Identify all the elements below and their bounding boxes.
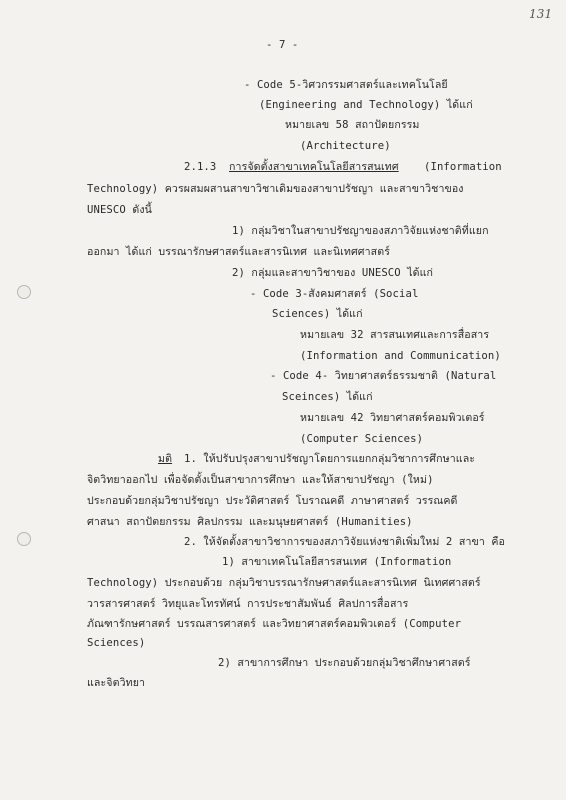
text-line: Technology) ประกอบด้วย กลุ่มวิชาบรรณารักษศาสตร์และสารนิเทศ นิเทศศาสตร์ — [87, 577, 481, 589]
text-line: (Information — [424, 161, 502, 173]
punch-hole — [17, 285, 31, 299]
page-number: - 7 - — [266, 39, 299, 51]
text-line: ภัณฑารักษศาสตร์ บรรณสารศาสตร์ และวิทยาศาสตร์คอมพิวเตอร์ (Computer — [87, 618, 462, 630]
text-line: (Architecture) — [300, 140, 391, 152]
handwritten-page-number: 131 — [529, 7, 553, 21]
text-line: 1. ให้ปรับปรุงสาขาปรัชญาโดยการแยกกลุ่มวิชาการศึกษาและ — [184, 453, 476, 465]
section-heading: การจัดตั้งสาขาเทคโนโลยีสารสนเทศ — [229, 161, 399, 173]
text-line: (Information and Communication) — [300, 350, 501, 362]
text-line: จิตวิทยาออกไป เพื่อจัดตั้งเป็นสาขาการศึกษา และให้สาขาปรัชญา (ใหม่) — [87, 474, 434, 486]
text-line: - Code 5-วิศวกรรมศาสตร์และเทคโนโลยี — [244, 79, 448, 91]
text-line: (Engineering and Technology) ได้แก่ — [259, 99, 473, 111]
text-line: - Code 4- วิทยาศาสตร์ธรรมชาติ (Natural — [270, 370, 497, 382]
text-line: ประกอบด้วยกลุ่มวิชาปรัชญา ประวัติศาสตร์ โบราณคดี ภาษาศาสตร์ วรรณคดี — [87, 495, 458, 507]
text-line: ศาสนา สถาปัตยกรรม ศิลปกรรม และมนุษยศาสตร์ (Humanities) — [87, 516, 413, 528]
text-line: ออกมา ได้แก่ บรรณารักษศาสตร์และสารนิเทศ และนิเทศศาสตร์ — [87, 246, 391, 258]
section-number: 2.1.3 — [184, 161, 217, 173]
text-line: Sciences) — [87, 637, 146, 649]
text-line: Sceinces) ได้แก่ — [282, 391, 373, 403]
text-line: 1) สาขาเทคโนโลยีสารสนเทศ (Information — [222, 556, 452, 568]
text-line: 2) กลุ่มและสาขาวิชาของ UNESCO ได้แก่ — [232, 267, 434, 279]
text-line: Sciences) ได้แก่ — [272, 308, 363, 320]
text-line: 1) กลุ่มวิชาในสาขาปรัชญาของสภาวิจัยแห่งชาติที่แยก — [232, 225, 489, 237]
text-line: หมายเลข 58 สถาปัตยกรรม — [285, 119, 420, 131]
text-line: หมายเลข 32 สารสนเทศและการสื่อสาร — [300, 329, 490, 341]
text-line: และจิตวิทยา — [87, 677, 146, 689]
resolution-label: มติ — [158, 453, 173, 465]
text-line: 2) สาขาการศึกษา ประกอบด้วยกลุ่มวิชาศึกษาศาสตร์ — [218, 657, 471, 669]
text-line: - Code 3-สังคมศาสตร์ (Social — [250, 288, 419, 300]
text-line: วารสารศาสตร์ วิทยุและโทรทัศน์ การประชาสัมพันธ์ ศิลปการสื่อสาร — [87, 598, 409, 610]
punch-hole — [17, 532, 31, 546]
text-line: หมายเลข 42 วิทยาศาสตร์คอมพิวเตอร์ — [300, 412, 485, 424]
text-line: 2. ให้จัดตั้งสาขาวิชาการของสภาวิจัยแห่งชาติเพิ่มใหม่ 2 สาขา คือ — [184, 536, 506, 548]
text-line: Technology) ควรผสมผสานสาขาวิชาเดิมของสาขาปรัชญา และสาขาวิชาของ — [87, 183, 464, 195]
text-line: (Computer Sciences) — [300, 433, 424, 445]
text-line: UNESCO ดังนี้ — [87, 204, 152, 216]
